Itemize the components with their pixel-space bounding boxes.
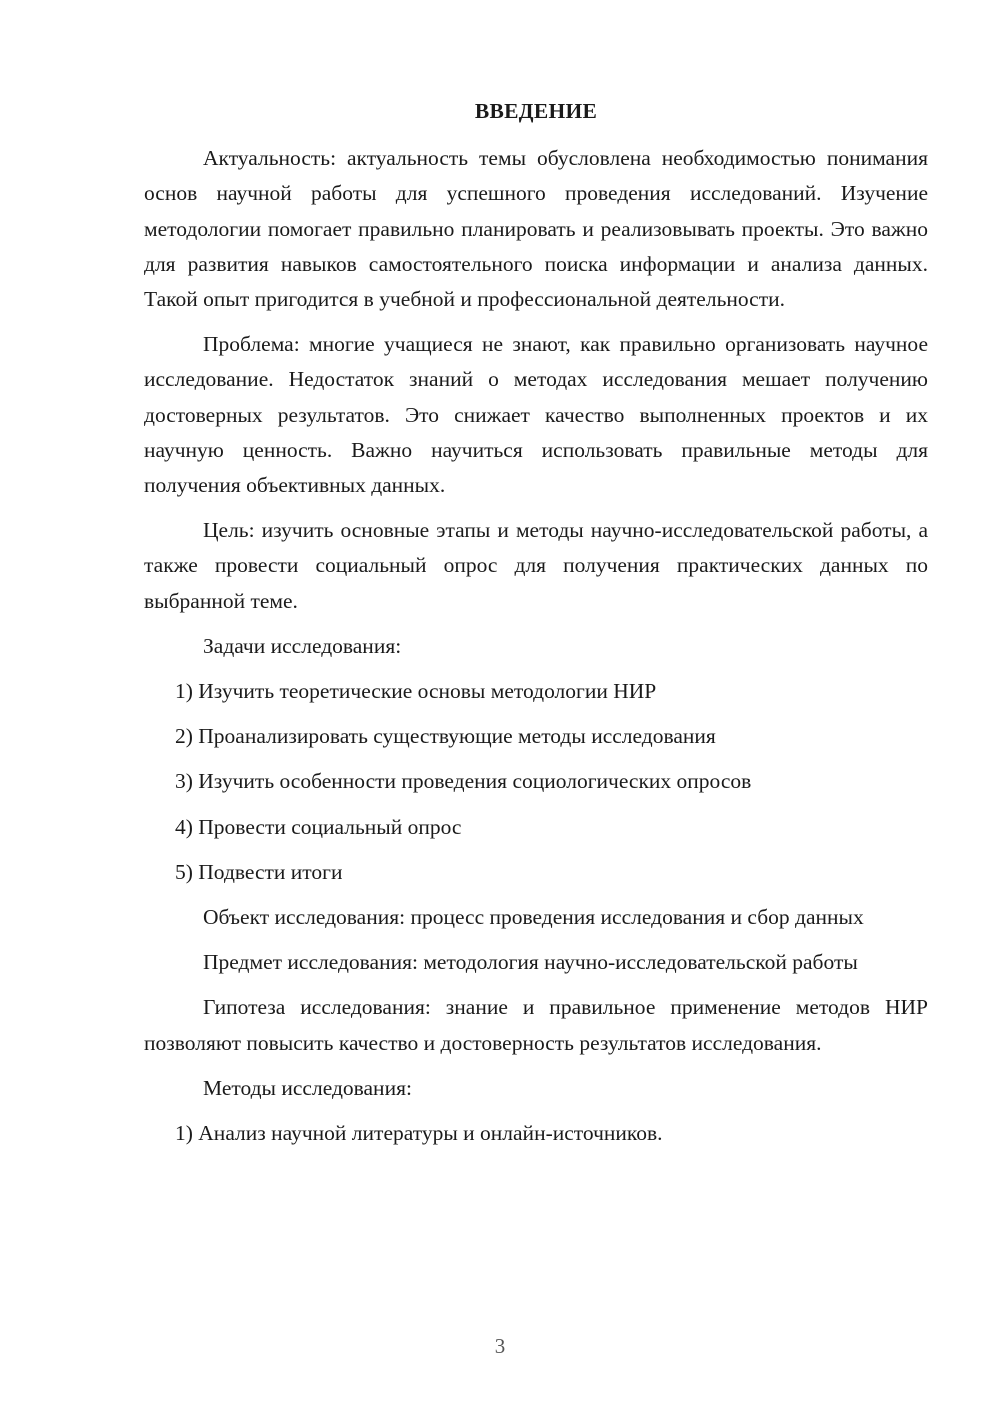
list-item: 3) Изучить особенности проведения социологических опросов bbox=[175, 769, 752, 794]
problem-paragraph: Проблема: многие учащиеся не знают, как правильно организовать научное исследование. Недостаток знаний о методах исследования мешает получению достоверных результатов. Это снижает качество выполненных проектов и их научную ценность. Важно научиться использовать правильные методы для получения объективных данных. bbox=[144, 332, 928, 498]
list-item: 2) Проанализировать существующие методы исследования bbox=[175, 724, 716, 749]
goal-paragraph: Цель: изучить основные этапы и методы научно-исследовательской работы, а также провести социальный опрос для получения практических данных по выбранной теме. bbox=[144, 518, 928, 613]
tasks-list bbox=[144, 674, 928, 890]
methods-heading: Методы исследования: bbox=[203, 1075, 412, 1100]
list-item: 1) Изучить теоретические основы методологии НИР bbox=[175, 679, 657, 704]
list-item: 1) Анализ научной литературы и онлайн-источников. bbox=[175, 1121, 663, 1146]
page-number: 3 bbox=[494, 1334, 506, 1358]
section-title: ВВЕДЕНИЕ bbox=[474, 99, 598, 123]
subject-paragraph: Предмет исследования: методология научно-исследовательской работы bbox=[203, 950, 858, 975]
page-content bbox=[144, 94, 928, 1161]
hypothesis-paragraph: Гипотеза исследования: знание и правильное применение методов НИР позволяют повысить качество и достоверность результатов исследования. bbox=[144, 995, 928, 1055]
tasks-heading: Задачи исследования: bbox=[203, 633, 402, 658]
list-item: 5) Подвести итоги bbox=[175, 859, 343, 884]
relevance-paragraph: Актуальность: актуальность темы обусловлена необходимостью понимания основ научной работы для успешного проведения исследований. Изучение методологии помогает правильно планировать и реализовывать проекты. Это важно для развития навыков самостоятельного поиска информации и анализа данных. Такой опыт пригодится в учебной и профессиональной деятельности. bbox=[144, 146, 928, 312]
methods-list bbox=[144, 1116, 928, 1151]
object-paragraph: Объект исследования: процесс проведения исследования и сбор данных bbox=[203, 905, 864, 930]
list-item: 4) Провести социальный опрос bbox=[175, 814, 462, 839]
